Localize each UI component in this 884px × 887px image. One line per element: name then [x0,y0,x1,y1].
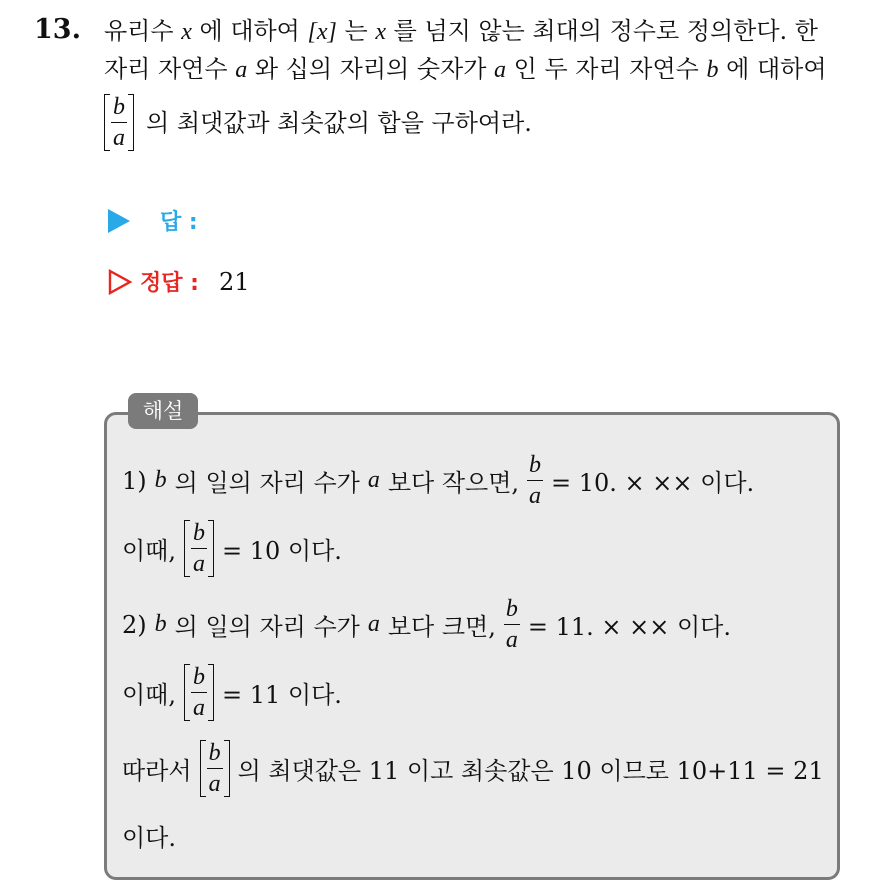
explanation-text: = 10. × ×× 이다. [551,469,755,497]
variable-b: b [154,467,167,493]
explanation-text: = 11. × ×× 이다. [527,613,731,641]
explanation-text: 보다 크면, [387,613,496,641]
explanation-text: 의 일의 자리 수가 [174,469,360,497]
explanation-text: = 11 이다. [222,681,342,709]
variable-a: a [367,611,380,637]
question-text: 의 최댓값과 최솟값의 합을 구하여라. [146,108,532,137]
question-text: 에 대하여 [726,55,827,83]
floor-fraction [104,94,134,151]
floor-fraction [200,740,230,797]
fraction [191,664,207,721]
question-text: 에 대하여 [199,17,300,45]
fraction-numerator: b [527,452,543,481]
variable-x: x [375,19,386,45]
explanation-line-4 [122,664,342,721]
question-text: 자리 자연수 [104,55,228,83]
explanation-text: 의 일의 자리 수가 [174,613,360,641]
correct-answer-row [108,266,250,297]
correct-answer-value: 21 [218,267,250,296]
variable-b: b [154,611,167,637]
fraction-numerator: b [191,664,207,693]
variable-a: a [235,57,248,83]
explanation-line-6 [122,818,176,853]
fraction [504,596,520,653]
floor-fraction [184,520,214,577]
explanation-line-1 [122,452,754,509]
question-line-2 [104,54,827,85]
explanation-tab: 해설 [128,393,198,429]
outline-triangle-icon [108,269,132,295]
fraction-denominator: a [505,627,518,653]
fraction [111,94,127,151]
floor-notation: [x] [307,19,337,45]
fraction-denominator: a [193,551,205,577]
floor-fraction [184,664,214,721]
explanation-text: 따라서 [122,757,192,785]
explanation-text: 이다. [122,824,176,852]
fraction-numerator: b [111,94,127,123]
explanation-text: 이때, [122,681,176,709]
variable-a: a [494,57,507,83]
question-line-1 [104,16,818,47]
explanation-line-2 [122,520,342,577]
variable-a: a [367,467,380,493]
fraction-numerator: b [504,596,520,625]
variable-x: x [181,19,192,45]
fraction-numerator: b [207,740,223,769]
explanation-text: 보다 작으면, [387,469,520,497]
fraction [191,520,207,577]
fraction-denominator: a [208,771,221,797]
explanation-text: = 10 이다. [222,537,342,565]
question-text: 를 넘지 않는 최대의 정수로 정의한다. 한 [393,17,818,45]
fraction-denominator: a [113,125,125,151]
step-number: 1) [122,466,147,495]
question-text: 와 십의 자리의 숫자가 [254,55,487,83]
explanation-line-3 [122,596,731,653]
answer-row [108,205,198,236]
fraction-denominator: a [529,483,542,509]
explanation-text: 의 최댓값은 11 이고 최솟값은 10 이므로 10+11 = 21 [237,757,824,785]
fraction-denominator: a [193,695,205,721]
fraction [207,740,223,797]
explanation-line-5 [122,740,824,797]
question-line-3 [104,94,532,151]
correct-answer-label: 정답 : [140,271,199,296]
question-text: 유리수 [104,17,174,45]
step-number: 2) [122,610,147,639]
question-text: 인 두 자리 자연수 [513,55,699,83]
variable-b: b [706,57,719,83]
fraction [527,452,543,509]
question-number: 13. [34,14,81,45]
question-text: 는 [344,17,368,45]
fraction-numerator: b [191,520,207,549]
explanation-text: 이때, [122,537,176,565]
play-triangle-icon [108,209,130,233]
answer-label: 답 : [160,210,198,235]
